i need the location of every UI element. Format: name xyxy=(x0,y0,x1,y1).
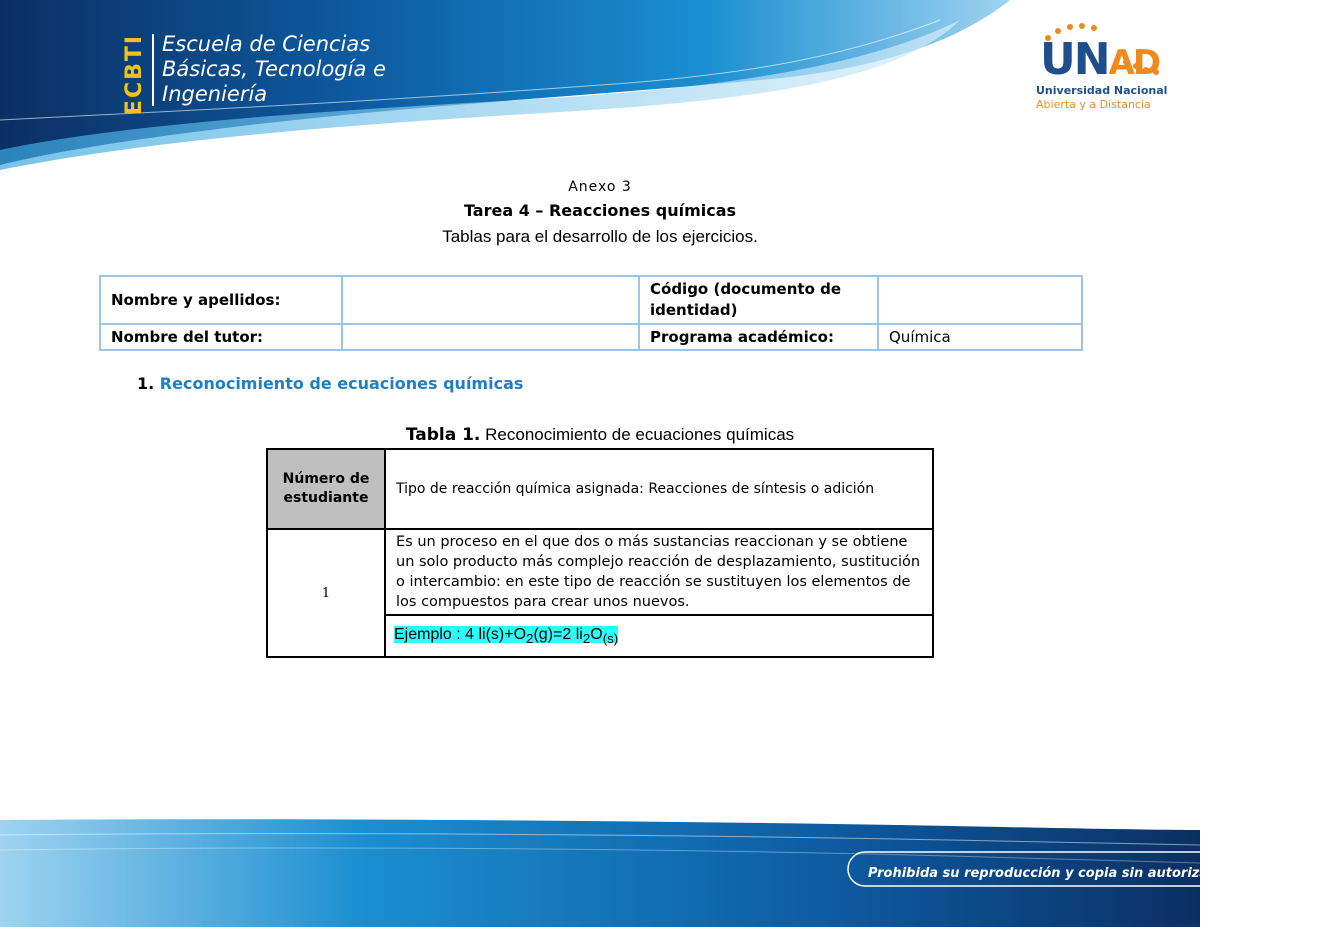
table-row xyxy=(100,324,1082,350)
reaction-description[interactable]: Es un proceso en el que dos o más sustancias reaccionan y se obtiene un solo producto más complejo reacción de desplazamiento, sustitución o intercambio: en este tipo de reacción se sustituyen los elementos de los compuestos para crear unos nuevos. xyxy=(385,529,933,615)
table-caption xyxy=(0,425,1200,445)
section-title: Reconocimiento de ecuaciones químicas xyxy=(159,374,524,393)
table-row xyxy=(100,276,1082,324)
subtitle: Tablas para el desarrollo de los ejercicios. xyxy=(442,227,758,246)
header-banner xyxy=(0,0,1200,170)
school-line-1: Escuela de Ciencias xyxy=(162,32,371,56)
table-caption-text: Reconocimiento de ecuaciones químicas xyxy=(485,425,795,444)
table-caption-label: Tabla 1. xyxy=(405,425,481,445)
student-info-table xyxy=(99,275,1083,351)
unad-name-line-2: Abierta y a Distancia xyxy=(1036,98,1151,111)
footer-background xyxy=(0,790,1200,927)
reaction-example: Ejemplo : 4 $li(s)+O_2(g)=2$ $li_2O_{(s)}$ xyxy=(394,625,619,647)
header-student-number: Número de estudiante xyxy=(267,449,385,529)
section-number: 1. xyxy=(137,374,155,393)
section-heading xyxy=(137,374,523,393)
header-reaction-type: Tipo de reacción química asignada: Reacciones de síntesis o adición xyxy=(385,449,933,529)
school-name xyxy=(162,32,386,107)
table-row xyxy=(267,449,933,529)
program-field[interactable]: Química xyxy=(878,324,1082,350)
ecbti-divider xyxy=(152,34,154,106)
code-field[interactable] xyxy=(878,276,1082,324)
name-field[interactable] xyxy=(342,276,639,324)
annex-label: Anexo 3 xyxy=(568,179,632,195)
unad-logo xyxy=(1030,22,1170,132)
copyright-notice: Prohibida su reproducción y copia sin autorización de la UNAD xyxy=(868,866,1326,881)
unad-wordmark: UNAD xyxy=(1040,34,1160,85)
ecbti-vertical-label: ECBTI xyxy=(122,33,148,116)
student-number-cell: 1 xyxy=(267,529,385,657)
tutor-field[interactable] xyxy=(342,324,639,350)
reaction-example-cell[interactable] xyxy=(385,615,933,657)
tutor-label: Nombre del tutor: xyxy=(100,324,342,350)
program-label: Programa académico: xyxy=(639,324,878,350)
code-label: Código (documento de identidad) xyxy=(639,276,878,324)
unad-name-line-1: Universidad Nacional xyxy=(1036,84,1168,97)
footer-banner xyxy=(0,790,1200,927)
school-line-3: Ingeniería xyxy=(162,82,268,106)
table-row xyxy=(267,529,933,615)
reaction-table xyxy=(266,448,934,658)
name-label: Nombre y apellidos: xyxy=(100,276,342,324)
school-line-2: Básicas, Tecnología e xyxy=(162,57,386,81)
task-title: Tarea 4 – Reacciones químicas xyxy=(463,201,737,220)
